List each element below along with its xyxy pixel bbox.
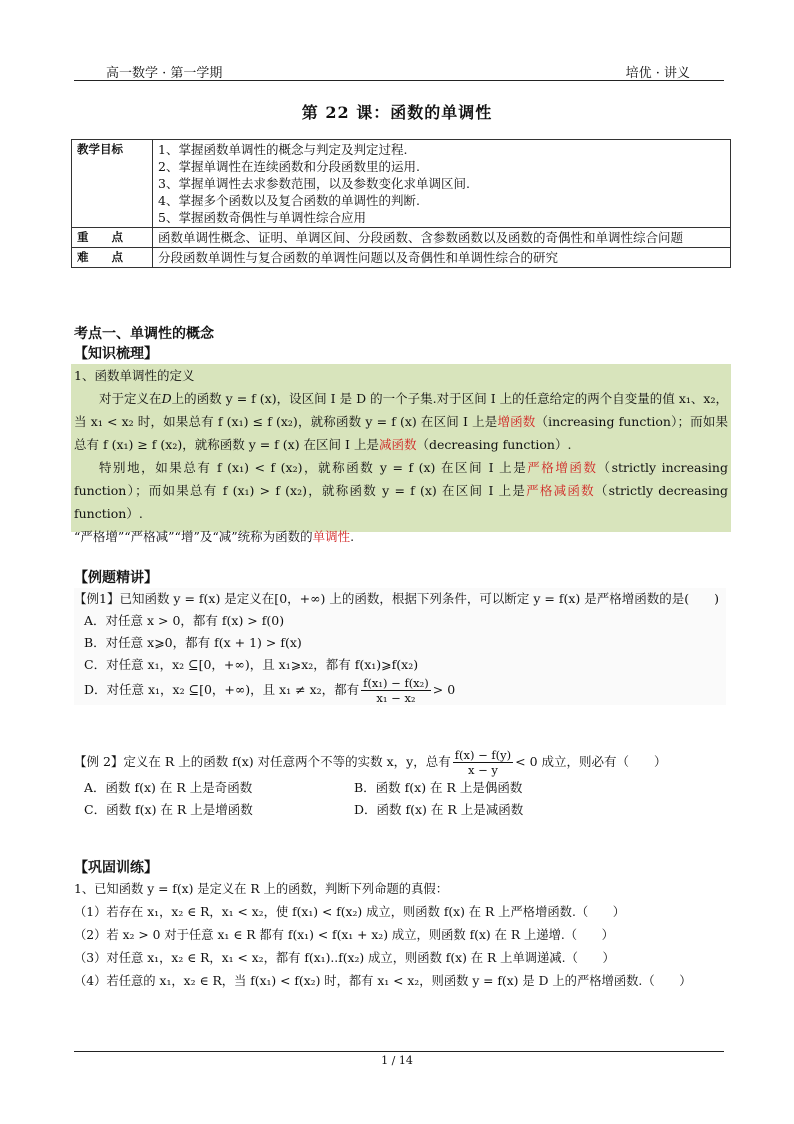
practice-1-item-3: （3）对任意 x₁，x₂ ∈ R，x₁ < x₂，都有 f(x₁)..f(x₂) 成立，则函数 f(x) 在 R 上单调递减.（ ） [74,951,615,965]
knowledge-heading: 【知识梳理】 [74,346,158,362]
example-1-stem: 【例1】已知函数 y = f(x) 是定义在[0，+∞) 上的函数，根据下列条件，可以断定 y = f(x) 是严格增函数的是( ) [74,591,719,606]
header-left: 高一数学 · 第一学期 [106,66,223,81]
objectives-label: 教学目标 [72,140,153,228]
fraction: $\frac{f(x) - f(y)}{x - y}$ [454,748,512,777]
example-2-option-b: B．函数 f(x) 在 R 上是偶函数 [354,780,523,795]
definition-box [71,364,731,544]
example-1-option-b: B．对任意 x⩾0，都有 f(x + 1) > f(x) [84,635,302,650]
definition-paragraph-1: 对于定义在D上的函数 y = f (x)，设区间 I 是 D 的一个子集.对于区间 I 上的任意给定的两个自变量的值 x₁、x₂，当 x₁ < x₂ 时，如果总有 f (x₁) ≤ f (x₂)，就称函数 y = f (x) 在区间 I 上是增函数（increasing function）；而如果总有 f (x₁) ≥ f (x₂)，就称函数 y = f (x) 在区间 I 上是减函数（decreasing function）. [74,391,728,452]
example-1 [74,588,726,705]
example-1-option-c: C．对任意 x₁，x₂ ⊆[0，+∞)，且 x₁⩾x₂，都有 f(x₁)⩾f(x₂) [84,657,419,672]
page-title: 第 22 课：函数的单调性 [301,103,493,122]
practice-1-item-4: （4）若任意的 x₁，x₂ ∈ R，当 f(x₁) < f(x₂) 时，都有 x₁ < x₂，则函数 y = f(x) 是 D 上的严格增函数.（ ） [74,974,692,988]
key-points-text: 函数单调性概念、证明、单调区间、分段函数、含参数函数以及函数的奇偶性和单调性综合问题 [153,228,731,248]
example-2-option-a: A．函数 f(x) 在 R 上是奇函数 [84,780,253,795]
term-monotonicity: 单调性 [312,529,351,544]
example-2-option-d: D．函数 f(x) 在 R 上是减函数 [354,802,524,817]
difficulties-label: 难 点 [72,248,153,268]
objectives-table [71,139,731,268]
fraction: $\frac{\text{f(x₁) − f(x₂)}}{\text{x₁ − x₂}}$ [363,676,429,705]
example-1-option-d: D．对任意 x₁，x₂ ⊆[0，+∞)，且 x₁ ≠ x₂，都有 $\frac{\text{f(x₁) − f(x₂)}}{\text{x₁ − x₂}}$ > 0 [84,676,456,705]
practice-1-item-2: （2）若 x₂ > 0 对于任意 x₁ ∈ R 都有 f(x₁) < f(x₁ + x₂) 成立，则函数 f(x) 在 R 上递增.（ ） [74,928,614,942]
definition-title: 1、函数单调性的定义 [74,368,195,383]
key-points-label: 重 点 [72,228,153,248]
example-2 [74,748,726,821]
section-heading: 考点一、单调性的概念 [74,326,214,342]
objectives-list [153,140,731,228]
term-strict-increasing: 严格增函数 [527,460,598,475]
page-number: 1 / 14 [381,1054,413,1067]
example-2-options [74,777,726,821]
definition-paragraph-3: “严格增”“严格减”“增”及“减”统称为函数的单调性. [74,529,355,544]
definition-paragraph-2: 特别地，如果总有 f (x₁) < f (x₂)，就称函数 y = f (x) 在区间 I 上是严格增函数（strictly increasing function）；而如果总有 f (x₁) > f (x₂)，就称函数 y = f (x) 在区间 I 上是严格减函数（strictly decreasing function）. [74,460,728,521]
practice-1 [74,878,726,993]
page-header [74,60,724,81]
objective-item: 3、掌握单调性去求参数范围，以及参数变化求单调区间. [158,176,470,191]
term-strict-decreasing: 严格减函数 [526,483,595,498]
difficulties-text: 分段函数单调性与复合函数的单调性问题以及奇偶性和单调性综合的研究 [153,248,731,268]
practice-1-stem: 1、已知函数 y = f(x) 是定义在 R 上的函数，判断下列命题的真假： [74,882,448,896]
example-2-option-c: C．函数 f(x) 在 R 上是增函数 [84,802,253,817]
example-2-stem: 【例 2】定义在 R 上的函数 f(x) 对任意两个不等的实数 x，y，总有 $\frac{f(x) - f(y)}{x - y}$ < 0 成立，则必有（ ） [74,748,667,777]
objective-item: 1、掌握函数单调性的概念与判定及判定过程. [158,142,408,157]
term-increasing: 增函数 [497,414,536,429]
objective-item: 2、掌握单调性在连续函数和分段函数里的运用. [158,159,420,174]
examples-heading: 【例题精讲】 [74,570,158,586]
term-decreasing: 减函数 [378,437,417,452]
header-right: 培优 · 讲义 [625,66,690,81]
objective-item: 4、掌握多个函数以及复合函数的单调性的判断. [158,193,420,208]
footer-divider [74,1051,724,1052]
practice-heading: 【巩固训练】 [74,860,158,876]
example-1-option-a: A．对任意 x > 0，都有 f(x) > f(0) [84,613,285,628]
objective-item: 5、掌握函数奇偶性与单调性综合应用 [158,210,366,225]
practice-1-item-1: （1）若存在 x₁，x₂ ∈ R，x₁ < x₂，使 f(x₁) < f(x₂) 成立，则函数 f(x) 在 R 上严格增函数.（ ） [74,905,626,919]
